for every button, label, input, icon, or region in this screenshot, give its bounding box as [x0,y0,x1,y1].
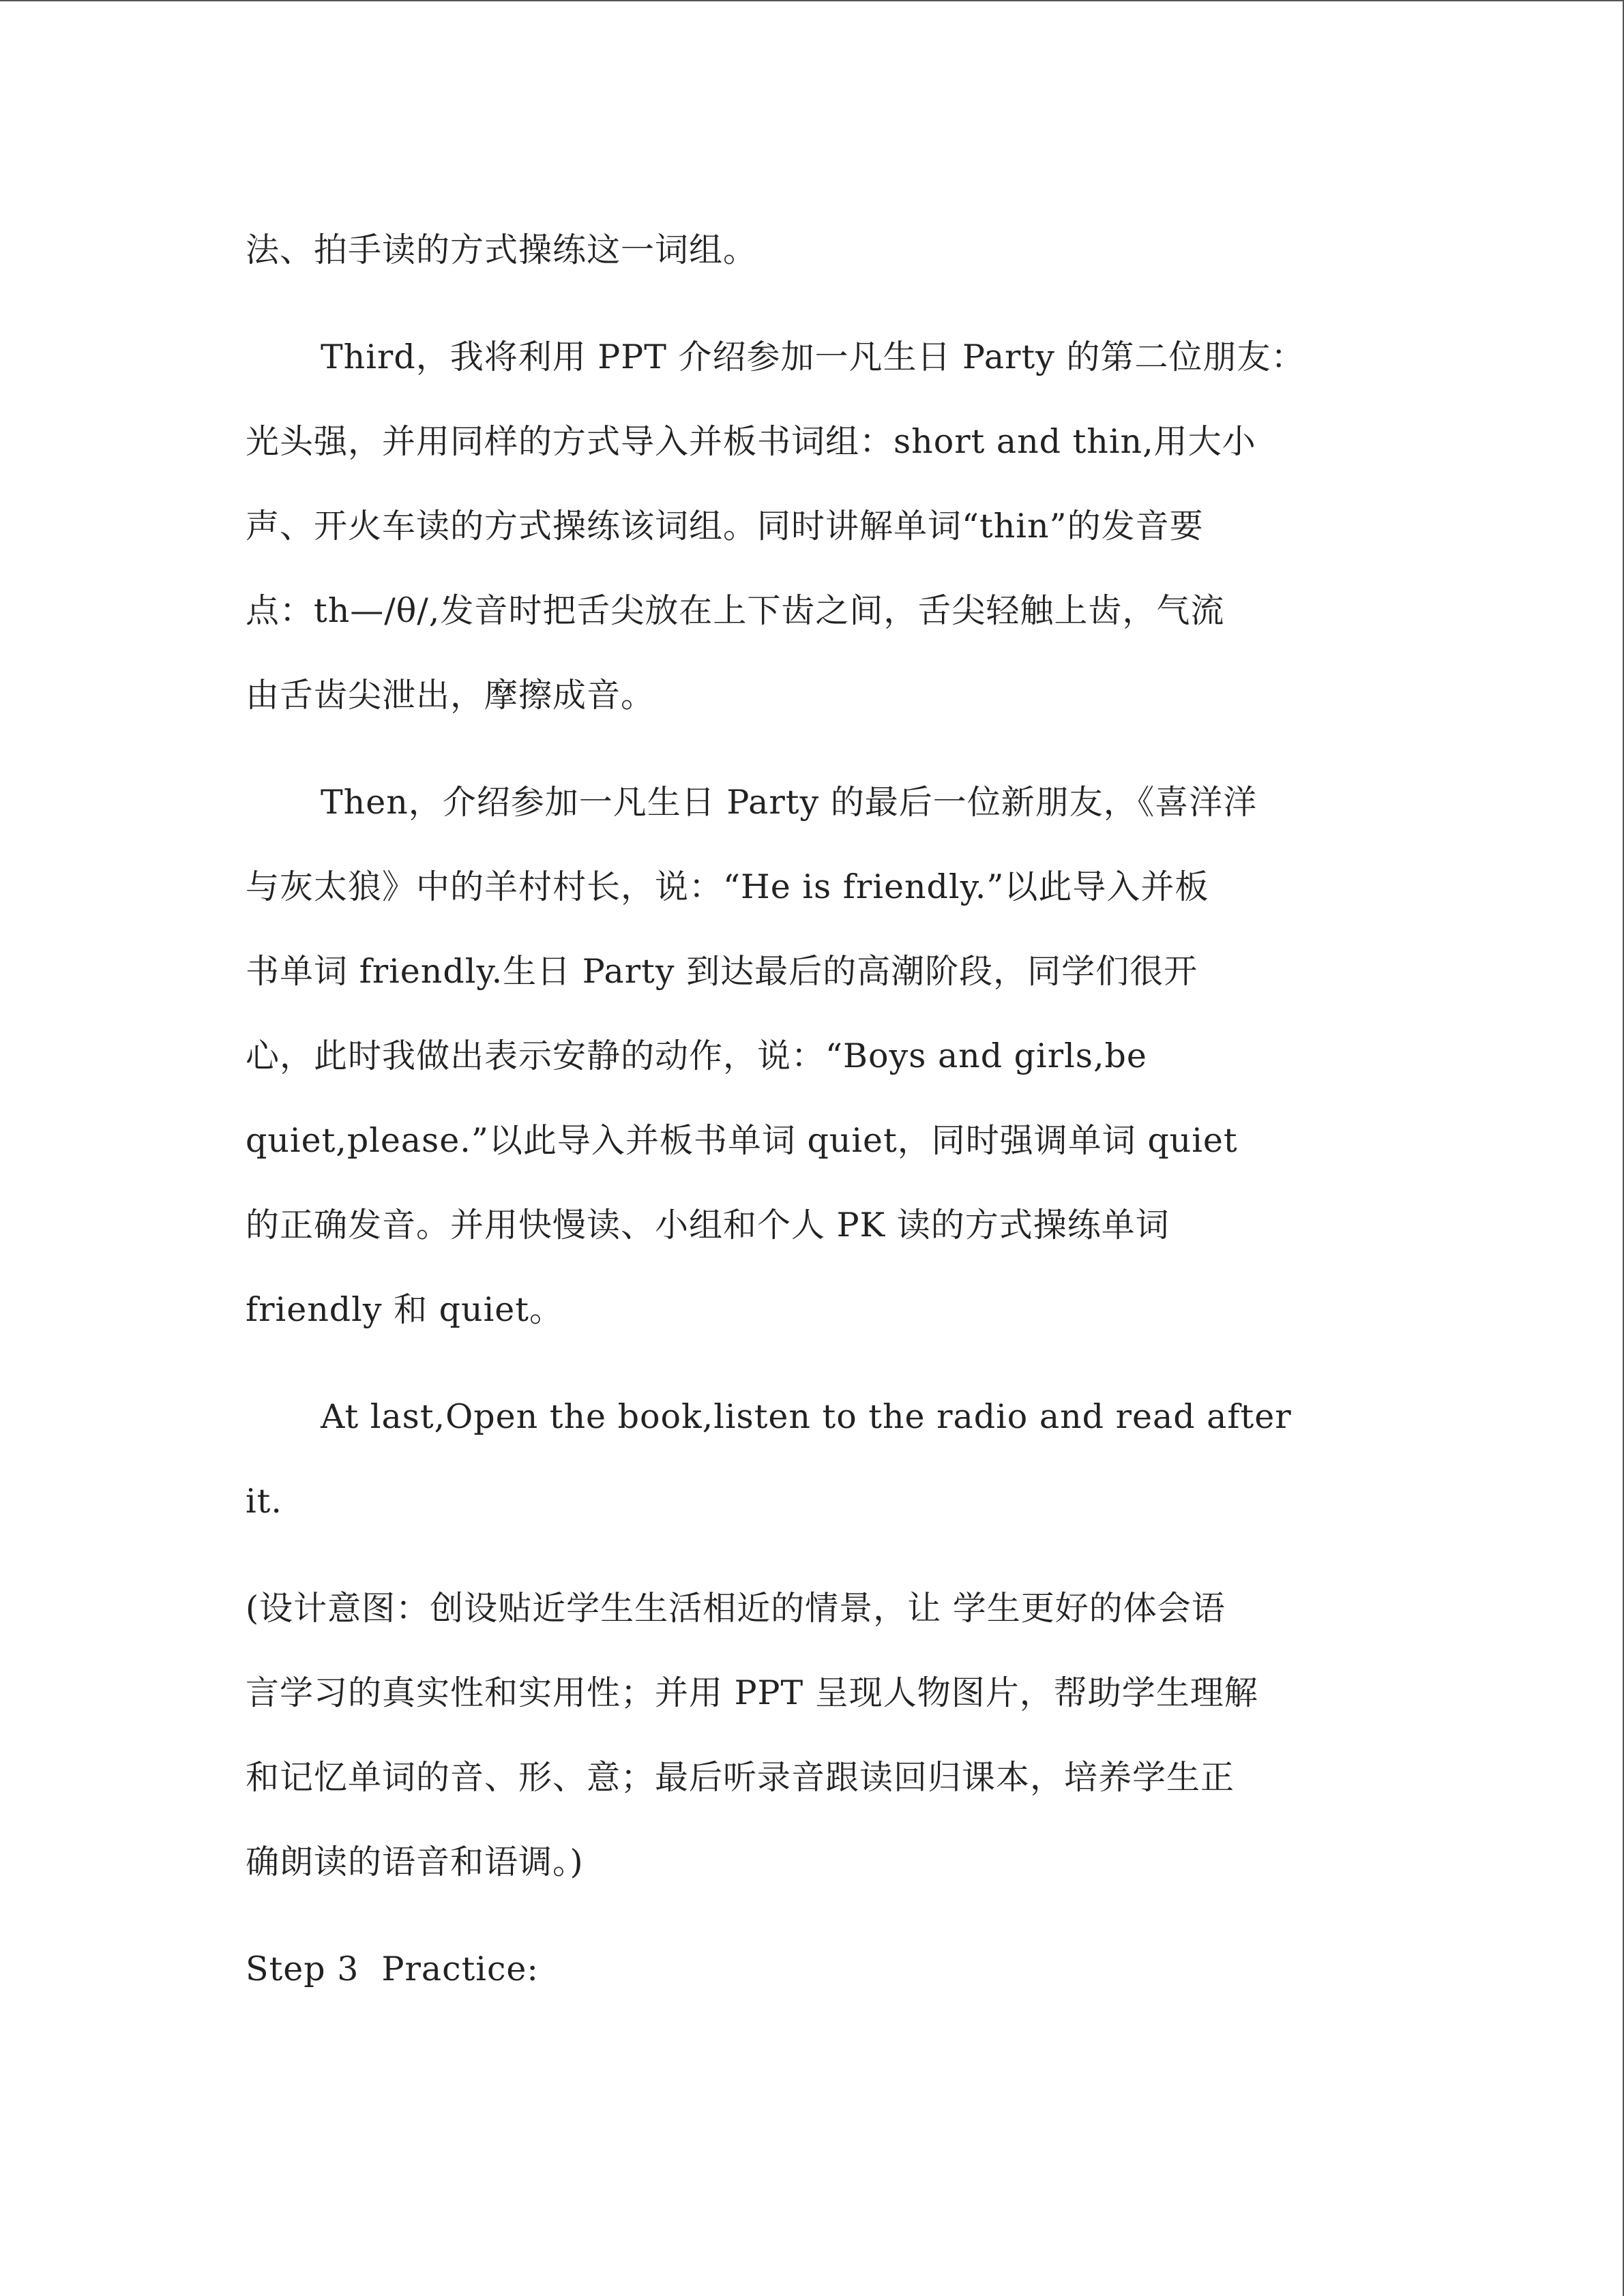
paragraph-third [246,315,1378,738]
paragraph-gap [246,1352,1378,1375]
text-line: Third，我将利用 PPT 介绍参加一凡生日 Party 的第二位朋友： [321,338,1305,376]
text-line: 言学习的真实性和实用性；并用 PPT 呈现人物图片，帮助学生理解 [246,1673,1258,1712]
text-line: Then，介绍参加一凡生日 Party 的最后一位新朋友，《喜洋洋 [321,783,1258,822]
text-line: 心，此时我做出表示安静的动作，说：“Boys and girls,be [246,1037,1147,1075]
paragraph-at-last [246,1375,1378,1544]
text-line: friendly 和 quiet。 [246,1290,563,1329]
paragraph-gap [246,738,1378,760]
document-body [246,208,1378,2012]
text-line: it. [246,1482,282,1521]
text-line: 确朗读的语音和语调。) [246,1843,584,1881]
text-line: 法、拍手读的方式操练这一词组。 [246,230,758,269]
paragraph-gap [246,1544,1378,1566]
section-heading-step3 [246,1927,1378,2012]
text-line: 与灰太狼》中的羊村村长，说：“He is friendly.”以此导入并板 [246,867,1209,906]
text-line: quiet,please.”以此导入并板书单词 quiet，同时强调单词 quiet [246,1121,1238,1160]
paragraph-gap [246,293,1378,315]
text-line: 光头强，并用同样的方式导入并板书词组：short and thin,用大小 [246,422,1256,461]
text-line: 点：th—/θ/,发音时把舌尖放在上下齿之间，舌尖轻触上齿，气流 [246,591,1225,630]
text-line: 由舌齿尖泄出，摩擦成音。 [246,676,655,715]
text-line: 和记忆单词的音、形、意；最后听录音跟读回归课本，培养学生正 [246,1758,1235,1797]
text-line: 声、开火车读的方式操练该词组。同时讲解单词“thin”的发音要 [246,507,1204,546]
text-line: At last,Open the book,listen to the radio and read after [321,1397,1292,1436]
paragraph-gap [246,1905,1378,1927]
page-top-border [0,0,1624,1]
text-line: 的正确发音。并用快慢读、小组和个人 PK 读的方式操练单词 [246,1206,1170,1244]
text-line: (设计意图：创设贴近学生生活相近的情景，让 学生更好的体会语 [246,1589,1226,1628]
paragraph-design-intent [246,1566,1378,1905]
paragraph-continuation [246,208,1378,293]
paragraph-then [246,760,1378,1352]
text-line: 书单词 friendly.生日 Party 到达最后的高潮阶段，同学们很开 [246,952,1198,991]
step-heading: Step 3 Practice: [246,1950,539,1988]
